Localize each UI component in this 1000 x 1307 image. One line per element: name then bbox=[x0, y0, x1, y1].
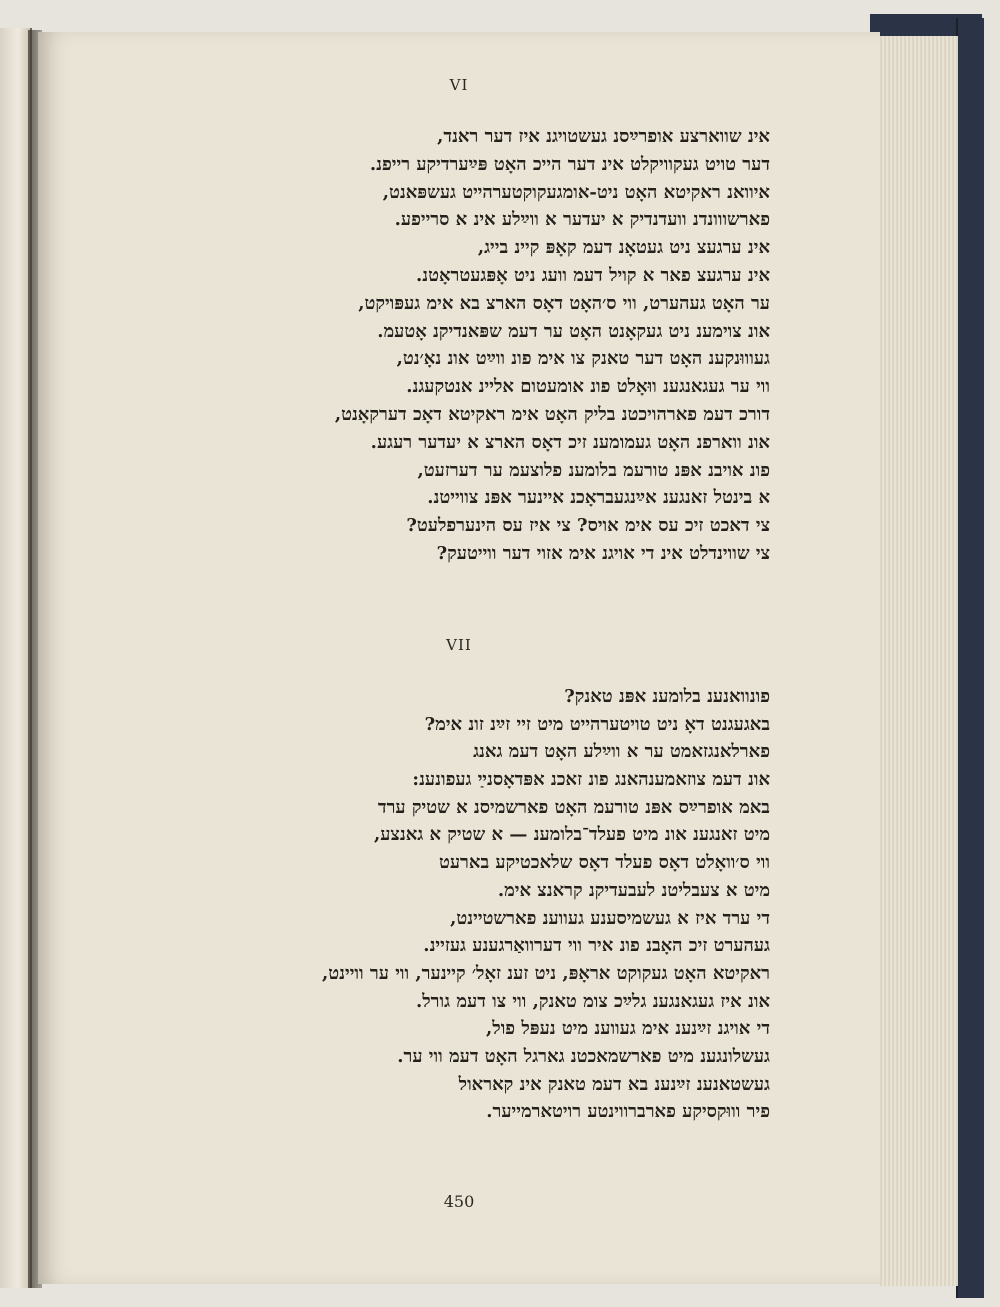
poem-line: פארשווונדנ וועדנדיק א יעדער א ווײַלע אינ א סרייפע. bbox=[394, 209, 770, 231]
poem-line: ראקיטא האָט געקוקט אראָפּ, ניט זענ זאָל׳ קיינער, ווי ער וויינט, bbox=[322, 962, 770, 984]
poem-line: צי דאכט זיכ עס אימ אויס? צי איז עס הינערפלעט? bbox=[406, 515, 770, 537]
book-page bbox=[38, 32, 880, 1284]
poem-line: אינ ערגעצ ניט געטאָנ דעמ קאָפּ קיינ בייג, bbox=[477, 237, 770, 259]
poem-section-vi bbox=[130, 123, 770, 568]
poem-line: דער טויט געקוויקלט אינ דער הייכ האָט פּײַערדיקע רייפנ. bbox=[369, 153, 770, 175]
poem-line: צי שווינדלט אינ די אויגנ אימ אזוי דער ווייטעק? bbox=[436, 542, 770, 564]
poem-line: געשטאנענ זײַנענ בא דעמ טאנק אינ קאראול bbox=[458, 1073, 770, 1095]
poem-line: אינ שווארצע אופרײַסנ געשטויגנ איז דער ראנד, bbox=[437, 126, 770, 147]
poem-section-vii bbox=[130, 683, 770, 1126]
poem-line: געוווּנקענ האָט דער טאנק צו אימ פונ ווײַט אונ נאָ׳נט, bbox=[396, 348, 770, 370]
book-cover-spine bbox=[956, 18, 984, 1298]
poem-line: מיט א צעבליטנ לעבעדיקנ קראנצ אימ. bbox=[497, 879, 770, 901]
page-number: 450 bbox=[443, 1192, 475, 1211]
section-heading-vii: VII bbox=[446, 636, 472, 654]
poem-line: די ערד איז א געשמיסענע געווענ פארשטיינט, bbox=[450, 907, 770, 929]
poem-line: די אויגנ זײַנענ אימ געווענ מיט נעפּל פול, bbox=[486, 1018, 770, 1040]
poem-line: באגעגנט דאָ ניט טויטערהייט מיט זיי זײַנ זונ אימ? bbox=[424, 713, 770, 735]
poem-line: דורכ דעמ פארהויכטנ בליק האָט אימ ראקיטא דאָכ דערקאָנט, bbox=[334, 403, 770, 425]
poem-line: א בינטל זאנגענ אײַנגעבראָכנ איינער אפּנ צווייטנ. bbox=[427, 487, 770, 509]
poem-line: פונ אויבנ אפּנ טורעמ בלומענ פלוצעמ ער דערזעט, bbox=[417, 459, 770, 481]
poem-line: ער האָט געהערט, ווי ס׳האָט דאָס הארצ בא אימ געפּויקט, bbox=[358, 292, 770, 314]
poem-line: אונ דעמ צוזאמענהאנג פונ זאכנ אפּדאָסנײַ געפונענ: bbox=[412, 769, 770, 791]
poem-line: געשלונגענ מיט פארשמאכטנ גארגל האָט דעמ ווי ער. bbox=[397, 1045, 770, 1067]
poem-line: פונוואנענ בלומענ אפּנ טאנק? bbox=[564, 686, 770, 707]
section-heading-vi: VI bbox=[449, 76, 469, 94]
page-fore-edge bbox=[878, 36, 958, 1286]
poem-line: פיר וווּקסיקע פארברווינטע רויטארמייער. bbox=[486, 1101, 770, 1123]
poem-line: פארלאנגזאמט ער א ווײַלע האָט דעמ גאנג bbox=[473, 741, 770, 763]
poem-line: אונ צוימענ ניט געקאָנט האָט ער דעמ שפּאנדיקנ אָטעמ. bbox=[377, 320, 770, 342]
poem-line: אונ ווארפנ האָט געמומענ זיכ דאָס הארצ א יעדער רעגע. bbox=[370, 431, 770, 453]
poem-line: ווי ער געגאנגענ ווּאָלט פונ אומעטום אליינ אנטקעגנ. bbox=[406, 376, 770, 398]
poem-line: באמ אופרײַס אפּנ טורעמ האָט פארשמיסנ א שטיק ערד bbox=[377, 796, 770, 818]
poem-line: אונ איז געגאנגענ גלײַכ צומ טאנק, ווי צו דעמ גורל. bbox=[416, 990, 770, 1012]
poem-line: געהערט זיכ האָבנ פונ איר ווי דערוואַרגענע געזיינ. bbox=[423, 935, 770, 957]
poem-line: אינ ערגעצ פאר א קויל דעמ וועג ניט אָפּגעטראָטנ. bbox=[415, 264, 770, 286]
poem-line: מיט זאנגענ אונ מיט פעלד־בלומענ — א שטיק א גאנצע, bbox=[373, 824, 770, 846]
poem-line: ווי ס׳וואָלט דאָס פעלד דאָס שלאכטיקע בארעט bbox=[438, 852, 770, 874]
poem-line: איוואנ ראקיטא האָט ניט-אומגעקוקטערהײט געשפּאנט, bbox=[382, 181, 770, 203]
